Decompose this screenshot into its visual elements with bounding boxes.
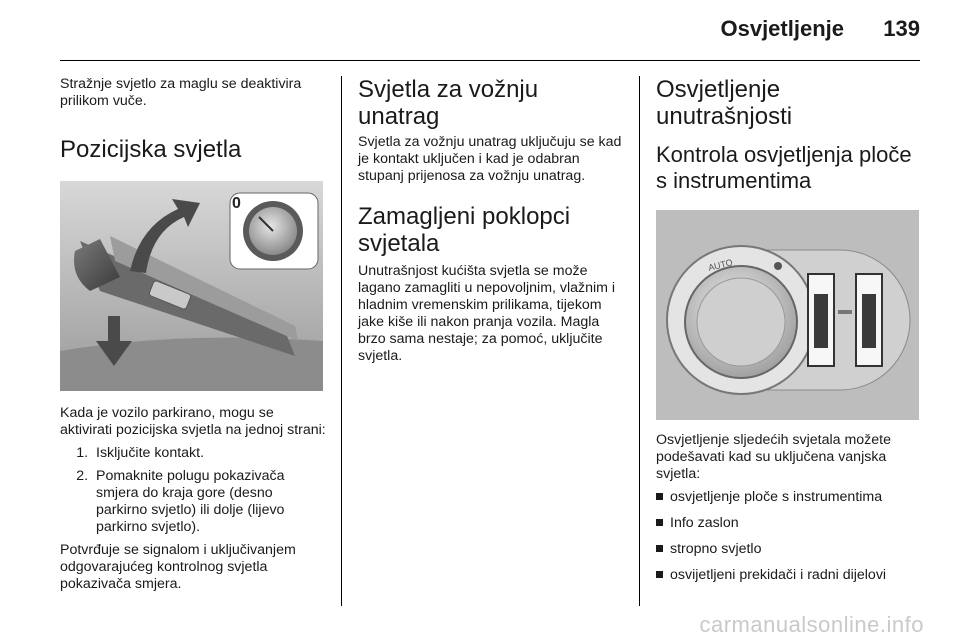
list-item: [656, 541, 922, 558]
watermark: carmanualsonline.info: [699, 612, 924, 637]
page-number: 139: [883, 16, 920, 41]
list-item: 2. Pomaknite polugu pokazivača smjera do kraja gore (desno parkirno svjetlo) ili dolje (lijevo parkirno svjetlo).: [92, 468, 326, 536]
switch-panel-illustration: [656, 210, 919, 420]
column-divider-right: [639, 76, 640, 606]
list-item: [656, 489, 922, 506]
intro-paragraph: Stražnje svjetlo za maglu se deaktivira prilikom vuče.: [60, 76, 302, 109]
reversing-paragraph: Svjetla za vožnju unatrag uključuju se kad je kontakt uključen i kad je odabran stupanj prijenosa za vožnju unatrag.: [358, 134, 622, 184]
adjustable-lights-list: [656, 489, 922, 584]
figure-indicator-stalk: [60, 181, 323, 391]
section-title: Osvjetljenje: [720, 16, 844, 41]
square-bullet-icon: [656, 571, 663, 578]
auto-label: AUTO: [707, 257, 734, 273]
figure-light-switch-panel: [656, 210, 919, 420]
dial-zero-label: 0: [232, 195, 241, 212]
heading-position-lights: Pozicijska svjetla: [60, 136, 242, 163]
page-header: [0, 0, 960, 60]
heading-fogged-lenses: Zamagljeni poklopci svjetala: [358, 203, 571, 257]
list-item-text: osvjetljenje ploče s instrumentima: [670, 489, 883, 505]
list-item: [656, 567, 922, 584]
column-2: [358, 76, 624, 365]
fogged-paragraph: Unutrašnjost kućišta svjetla se može lagano zamagliti u nepovoljnim, vlažnim i hladnim vremenskim prilikama, tijekom jake kiše ili nakon pranja vozila. Magla brzo sama nestaje; za pomoć, uključite svjetla.: [358, 263, 616, 364]
heading-interior-lighting: Osvjetljenje unutrašnjosti: [656, 76, 793, 130]
dimming-paragraph: Osvjetljenje sljedećih svjetala možete podešavati kad su uključena vanjska svjetla:: [656, 432, 891, 482]
steps-list: [60, 445, 326, 536]
stalk-illustration: [60, 181, 323, 391]
square-bullet-icon: [656, 493, 663, 500]
header-divider: [60, 60, 920, 61]
list-item: 1. Isključite kontakt.: [92, 445, 326, 462]
list-item-text: stropno svjetlo: [670, 541, 762, 557]
square-bullet-icon: [656, 545, 663, 552]
heading-reversing-lights: Svjetla za vožnju unatrag: [358, 76, 539, 130]
column-3: [656, 76, 922, 593]
heading-panel-lighting-control: Kontrola osvjetljenja ploče s instrumentima: [656, 142, 912, 193]
list-item: [656, 515, 922, 532]
square-bullet-icon: [656, 519, 663, 526]
list-item-text: Info zaslon: [670, 515, 739, 531]
column-1: [60, 76, 326, 593]
column-divider-left: [341, 76, 342, 606]
parking-paragraph: Kada je vozilo parkirano, mogu se aktivirati pozicijska svjetla na jednoj strani:: [60, 405, 326, 438]
confirmation-paragraph: Potvrđuje se signalom i uključivanjem odgovarajućeg kontrolnog svjetla pokazivača smjera.: [60, 542, 296, 592]
list-item-text: osvijetljeni prekidači i radni dijelovi: [670, 567, 887, 583]
